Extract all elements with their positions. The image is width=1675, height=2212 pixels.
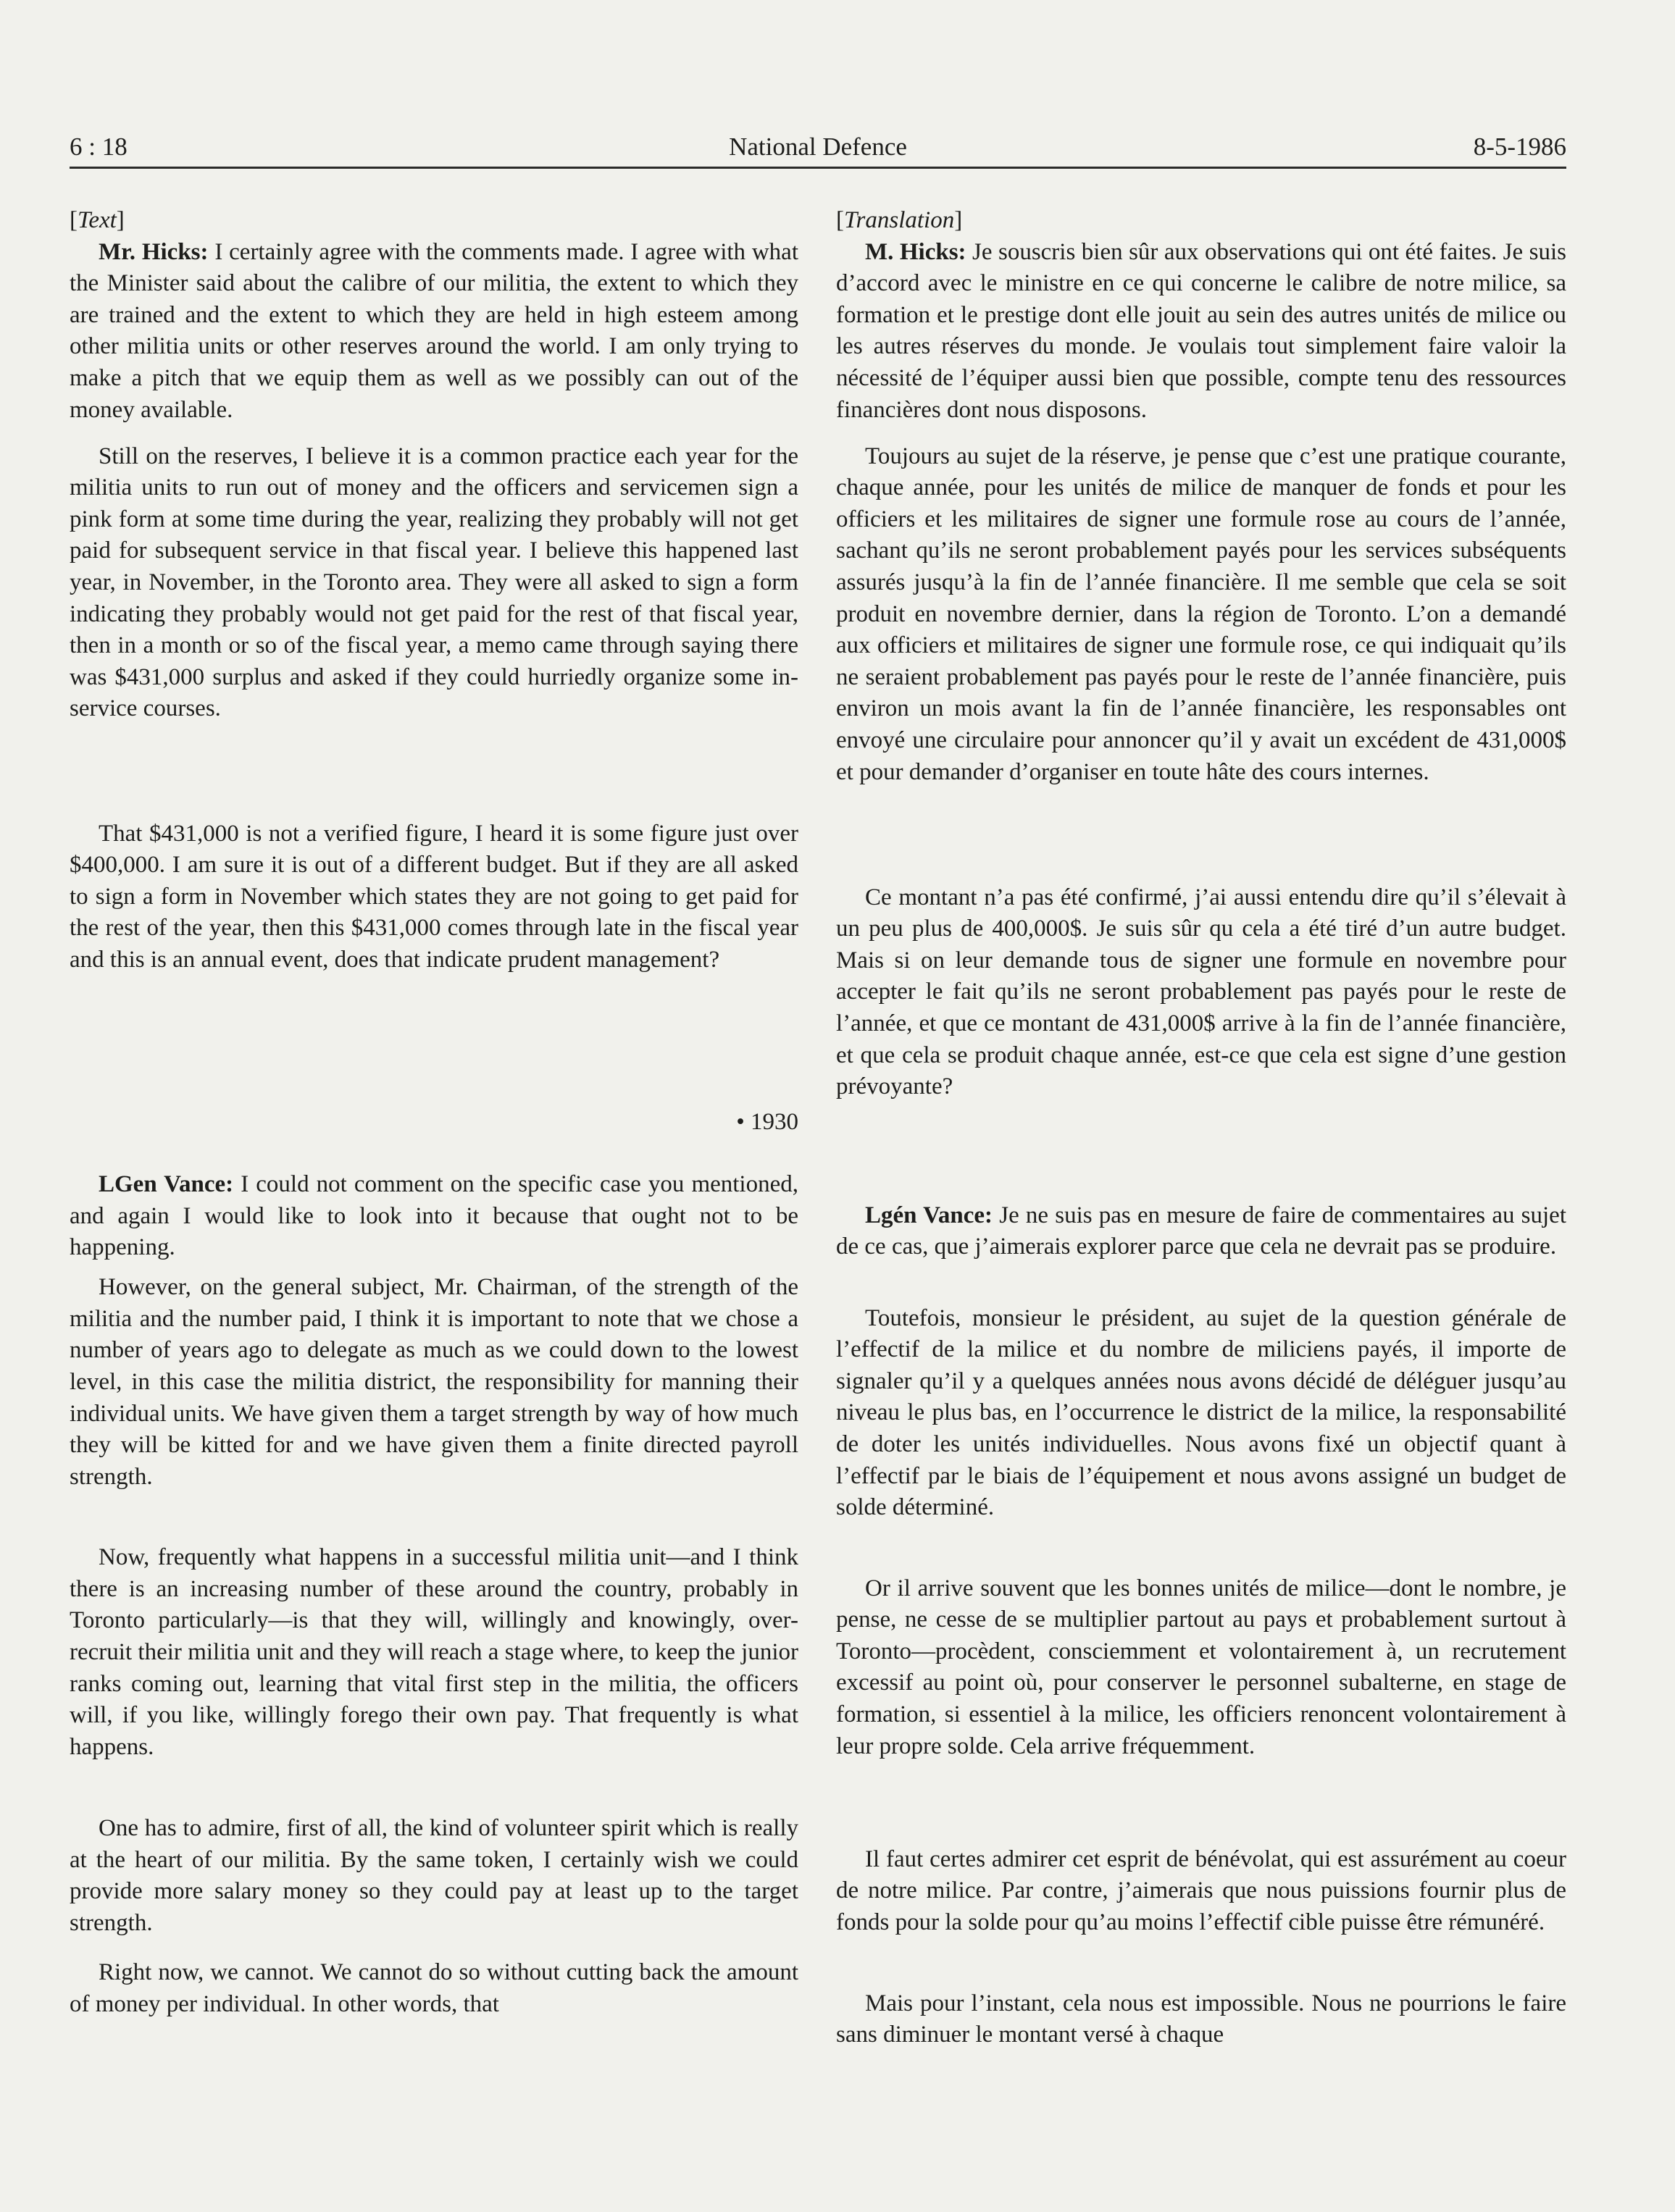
paragraph: One has to admire, first of all, the kind of volunteer spirit which is really at the heart of our militia. By the same token, I certainly wish we could provide more salary money so they could pay at least up to the target strength. xyxy=(70,1815,798,1936)
paragraph: Right now, we cannot. We cannot do so without cutting back the amount of money per individual. In other words, that xyxy=(70,1959,798,2017)
page-number: 6 : 18 xyxy=(70,133,128,161)
page-date: 8-5-1986 xyxy=(1473,133,1566,161)
paragraph: Toujours au sujet de la réserve, je pense que c’est une pratique courante, chaque année, pour les unités de milice de manquer de fonds et pour les officiers et les militaires de signer une formule rose au cours de l’année, sachant qu’ils ne seront probablement payés pour les services subséquents assurés jusqu’à la fin de l’année financière. Il me semble que cela se soit produit en novembre dernier, dans la région de Toronto. L’on a demandé aux officiers et militaires de signer une formule rose, ce qui indiquait qu’ils ne seraient probablement pas payés pour le reste de l’année financière, puis environ un mois avant la fin de l’année financière, les responsables ont envoyé une circulaire pour annoncer qu’il y avait un excédent de 431,000$ et pour demander d’organiser en toute hâte des cours internes. xyxy=(836,443,1566,785)
page-header xyxy=(70,129,1566,165)
paragraph: Still on the reserves, I believe it is a common practice each year for the militia units to run out of money and the officers and servicemen sign a pink form at some time during the year, realizing they probably will not get paid for subsequent service in that fiscal year. I believe this happened last year, in November, in the Toronto area. They were all asked to sign a form indicating they probably would not get paid for the rest of that fiscal year, then in a month or so of the fiscal year, a memo came through saying there was $431,000 surplus and asked if they could hurriedly organize some in-service courses. xyxy=(70,443,798,722)
speaker-name: Lgén Vance: xyxy=(865,1202,993,1228)
paragraph: Lgén Vance: Je ne suis pas en mesure de faire de commentaires au sujet de ce cas, que j’aimerais explorer parce que cela ne devrait pas se produire. xyxy=(836,1202,1566,1260)
paragraph: Toutefois, monsieur le président, au sujet de la question générale de l’effectif de la milice et du nombre de miliciens payés, il importe de signaler qu’il y a quelques années nous avons décidé de déléguer jusqu’au niveau le plus bas, en l’occurrence le district de la milice, la responsabilité de doter les unités individuelles. Nous avons fixé un objectif quant à l’effectif par le biais de l’équipement et nous avons assigné un budget de solde déterminé. xyxy=(836,1304,1566,1521)
paragraph: Il faut certes admirer cet esprit de bénévolat, qui est assurément au coeur de notre milice. Par contre, j’aimerais que nous puissions fournir plus de fonds pour la solde pour qu’au moins l’effectif cible puisse être rémunéré. xyxy=(836,1846,1566,1935)
paragraph: M. Hicks: Je souscris bien sûr aux observations qui ont été faites. Je suis d’accord avec le ministre en ce qui concerne le calibre de notre milice, sa formation et le prestige dont elle jouit au sein des autres unités de milice ou les autres réserves du monde. Je voulais tout simplement faire valoir la nécessité de l’équiper aussi bien que possible, compte tenu des ressources financières dont nous disposons. xyxy=(836,238,1566,423)
speaker-name: M. Hicks: xyxy=(865,238,966,265)
paragraph: Now, frequently what happens in a successful militia unit—and I think there is an increasing number of these around the country, probably in Toronto particularly—is that they will, willingly and knowingly, over-recruit their militia unit and they will reach a stage where, to keep the junior ranks coming out, learning that vital first step in the militia, the officers will, if you like, willingly forego their own pay. That frequently is what happens. xyxy=(70,1544,798,1760)
paragraph: Mais pour l’instant, cela nous est impossible. Nous ne pourrions le faire sans diminuer le montant versé à chaque xyxy=(836,1990,1566,2048)
paragraph: LGen Vance: I could not comment on the specific case you mentioned, and again I would like to look into it because that ought not to be happening. xyxy=(70,1171,798,1261)
french-column xyxy=(836,205,1566,2051)
speaker-name: LGen Vance: xyxy=(99,1171,234,1198)
header-rule xyxy=(70,167,1566,169)
time-marker: • 1930 xyxy=(736,1108,798,1135)
paragraph: That $431,000 is not a verified figure, I heard it is some figure just over $400,000. I am sure it is out of a different budget. But if they are all asked to sign a form in November which states they are not going to get paid for the rest of the year, then this $431,000 comes through late in the fiscal year and this is an annual event, does that indicate prudent management? xyxy=(70,820,798,973)
paragraph: Ce montant n’a pas été confirmé, j’ai aussi entendu dire qu’il s’élevait à un peu plus de 400,000$. Je suis sûr qu cela a été tiré d’un autre budget. Mais si on leur demande tous de signer une formule en novembre pour accepter le fait qu’ils ne seront probablement pas payés pour le reste de l’année, et que ce montant de 431,000$ arrive à la fin de l’année financière, et que cela se produit chaque année, est-ce que cela est signe d’une gestion prévoyante? xyxy=(836,884,1566,1100)
text-label: [Text] xyxy=(70,207,125,233)
english-column xyxy=(70,205,798,2020)
paragraph: Mr. Hicks: I certainly agree with the comments made. I agree with what the Minister said about the calibre of our militia, the extent to which they are trained and the extent to which they are held in high esteem among other militia units or other reserves around the world. I am only trying to make a pitch that we equip them as well as we possibly can out of the money available. xyxy=(70,238,798,423)
paragraph: Or il arrive souvent que les bonnes unités de milice—dont le nombre, je pense, ne cesse de se multiplier partout au pays et probablement surtout à Toronto—procèdent, consciemment et volontairement à, un recrutement excessif au point où, pour conserver le personnel subalterne, en stage de formation, si essentiel à la milice, les officiers renoncent volontairement à leur propre solde. Cela arrive fréquemment. xyxy=(836,1575,1566,1759)
paragraph: However, on the general subject, Mr. Chairman, of the strength of the militia and the number paid, I think it is important to note that we chose a number of years ago to delegate as much as we could down to the lowest level, in this case the militia district, the responsibility for manning their individual units. We have given them a target strength by way of how much they will be kitted for and we have given them a finite directed payroll strength. xyxy=(70,1274,798,1490)
translation-label: [Translation] xyxy=(836,207,963,233)
speaker-name: Mr. Hicks: xyxy=(99,238,209,265)
page-title: National Defence xyxy=(729,133,907,161)
